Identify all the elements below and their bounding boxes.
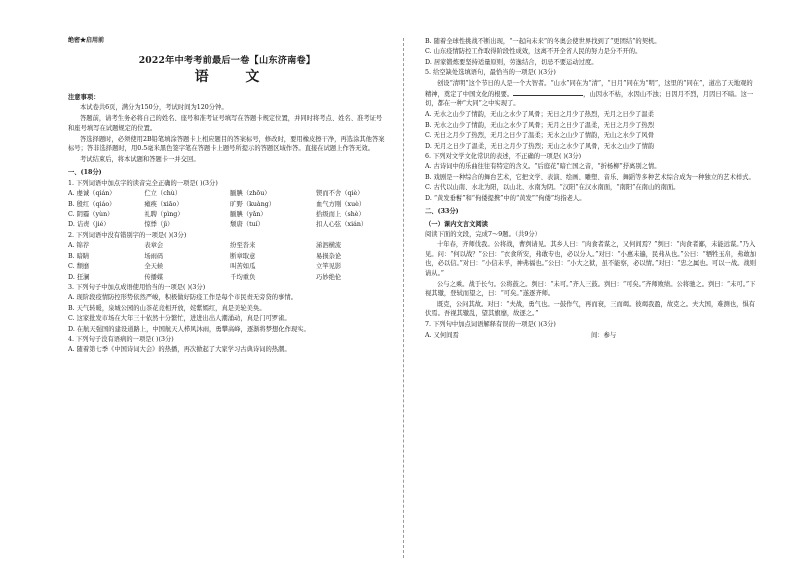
option-cell: 拾级而上（shè） <box>316 211 365 219</box>
option-cell: 全天候 <box>144 263 164 271</box>
option-cell: 易损杂论 <box>316 252 342 260</box>
option-cell: 惊悸（jì） <box>144 221 174 229</box>
reading-intro: 阅读下面的文段，完成7～9题。（共9分） <box>425 230 541 238</box>
question-2-option-row <box>68 262 386 271</box>
option-cell: 间：参与 <box>591 331 617 339</box>
question-6-option: D. “黄发垂髫”和“佝偻提携”中的“黄发”“佝偻”均指老人。 <box>425 194 586 202</box>
subsection-heading: （一）课内文言文阅读 <box>425 220 488 228</box>
question-5-passage <box>425 79 757 109</box>
notice-para: 本试卷共6页，满分为150分，考试时间为120分钟。 <box>79 104 228 112</box>
option-cell: 巧妙绝伦 <box>316 273 342 281</box>
question-6-option: C. 古代以山南、水北为阳，以山北、水南为阴。“汉阳”在汉水南面，“南阳”在南山的南面。 <box>425 184 680 192</box>
option-cell: 锲而不舍（qiè） <box>316 190 364 198</box>
notice-para: 考试结束后，将本试题和答题卡一并交回。 <box>79 156 200 164</box>
notice-para: 答选择题时，必须使用2B铅笔填涂答题卡上相应题目的答案标号，修改时，要用橡皮擦干净，再选涂其他答案标号；答非选择题时，用0.5毫米黑色签字笔在答题卡上题号所提示的答题区域作答。直接在试题上作答无效。 <box>68 135 385 153</box>
option-cell: 颓唐（tuí） <box>230 221 264 229</box>
question-5-option: C. 无日之月少了热烈，无月之日少了温柔；无水之山少了情韵，无山之水少了风骨 <box>425 132 654 140</box>
option-cell: 伫立（chù） <box>144 190 182 198</box>
option-cell: 场雨码 <box>144 252 164 260</box>
option-cell: 表章会 <box>144 242 164 250</box>
option-cell: D. 诘责（jié） <box>68 221 110 229</box>
option-cell: 立竿见影 <box>316 263 342 271</box>
option-cell: 千均重负 <box>230 273 256 281</box>
question-4-option: C. 山东疫情防控工作取得阶段性成效，这离不开全省人民的努力是分不开的。 <box>425 48 642 56</box>
classical-passage: 既克，公问其故。对曰：“夫战，勇气也。一鼓作气，再而衰，三而竭。彼竭我盈，故克之。夫大国，难测也，惧有伏焉。吾视其辙乱，望其旗靡，故逐之。” <box>425 300 756 318</box>
question-7-option-row <box>425 331 757 340</box>
part-two-heading: 二、(33分) <box>425 208 459 216</box>
question-3-option: C. 这家批发市场在大年三十依然十分繁忙，进进出出人潮涌动，真是门可罗雀。 <box>68 315 291 323</box>
question-1-option-row <box>68 220 386 229</box>
classical-passage: 十年春，齐师伐我。公将战，曹刿请见。其乡人曰：“肉食者谋之，又何间焉？”刿曰：“肉食者鄙，未能远谋。”乃入见。问：“何以战？”公曰：“衣食所安，弗敢专也，必以分人。”对曰：“小惠未遍，民弗从也。”公曰：“牺牲玉帛，弗敢加也，必以信。”对曰：“小信未孚，神弗福也。”公曰：“小大之狱，虽不能察，必以情。”对曰：“忠之属也。可以一战。战则请从。” <box>425 241 757 277</box>
question-2-option-row <box>68 273 386 282</box>
classical-passage: 公与之乘。战于长勺。公将鼓之。刿曰：“未可。”齐人三鼓。刿曰：“可矣。”齐师败绩。公将驰之。刿曰：“未可。”下视其辙，登轼而望之，曰：“可矣。”遂逐齐师。 <box>425 280 756 297</box>
option-cell: 传播媒 <box>144 273 164 281</box>
option-cell: 涕泗横流 <box>316 242 342 250</box>
left-column <box>68 36 386 356</box>
option-cell: 纷至沓来 <box>230 242 256 250</box>
question-4-option: D. 居家锻炼要坚持适量原则，劳逸结合，切忌不要运动过度。 <box>425 58 598 66</box>
option-cell: 旷野（kuàng） <box>230 200 276 208</box>
question-1-option-row <box>68 189 386 198</box>
question-6-stem: 6. 下列对文学文化常识的表述，不正确的一项是( )(3分) <box>425 153 582 161</box>
column-divider <box>403 38 404 558</box>
question-5-option: A. 无水之山少了情韵，无山之水少了风骨；无日之月少了热烈，无月之日少了温柔 <box>425 111 654 119</box>
question-1-option-row <box>68 210 386 219</box>
option-cell: 叫苦如瓜 <box>230 263 256 271</box>
option-cell: A. 又何间焉 <box>425 331 459 339</box>
question-5-option: D. 无月之日少了温柔，无日之月少了热烈；无山之水少了风骨，无水之山少了情韵 <box>425 142 655 150</box>
question-2-option-row <box>68 252 386 261</box>
option-cell: B. 殷红（qiáo） <box>68 200 116 208</box>
question-3-option: B. 天气转暖，泉城公园的山茶花竞相开放，姹紫嫣红，真是美轮美奂。 <box>68 304 266 312</box>
part-one-heading: 一、(18分) <box>68 169 102 177</box>
question-4-option: B. 随着全球性挑战不断出现，“一起向未来”的冬奥会使世界找到了“更团结”的契机。 <box>425 38 661 45</box>
question-5-option: B. 无水之山少了情韵，无山之水少了风骨；无月之日少了温柔，无日之月少了热烈 <box>425 121 655 129</box>
question-3-option: A. 现阶段疫情防控形势依然严峻，积极做好防疫工作是每个市民责无旁贷的事情。 <box>68 294 297 302</box>
option-cell: 血气方刚（xuè） <box>316 200 366 208</box>
option-cell: 礼聘（pìng） <box>144 211 184 219</box>
question-3-stem: 3. 下列句子中加点成语使用恰当的一项是( )(3分) <box>68 283 206 291</box>
subject-title: 语 文 <box>194 68 276 85</box>
fill-blank <box>513 88 583 96</box>
question-6-option: B. 戏剧是一种综合的舞台艺术，它把文学、表演、绘画、雕塑、音乐、舞蹈等多种艺术综合成为一种独立的艺术样式。 <box>425 173 755 181</box>
passage-text: ，山因水不枯，水因山不浊；日因月不烈，月因日不暗。这一切，都在一种“大同”之中实现了。 <box>425 91 754 108</box>
option-cell: C. 颓靡 <box>68 263 90 271</box>
notice-label: 注意事项： <box>68 93 100 101</box>
question-6-option: A. 古诗词中的乐曲往往有特定的含义。“后庭花”暗亡国之音，“折杨柳”抒离别之情。 <box>425 163 661 171</box>
question-2-stem: 2. 下列词语中没有错别字的一项是( )(3分) <box>68 231 187 239</box>
passage-text: 创设“清明”这个节日的人是一个大智者。“山水”同在为“清”，“日月”同在为“明”，这里的“同在”，道出了天地观的精神，奠定了中国文化的根要。 <box>425 79 753 99</box>
question-3-option: D. 在航天强国的建设道路上，中国航天人栉风沐雨，勇攀高峰，逐渐将梦想化作现实。 <box>68 325 310 333</box>
question-4-stem: 4. 下列句子没有语病的一项是( )(3分) <box>68 335 174 343</box>
question-1-option-row <box>68 200 386 209</box>
question-4-option: A. 随着第七季《中国诗词大会》的热播，再次掀起了大家学习古典诗词的热潮。 <box>68 346 291 354</box>
option-cell: A. 锦荐 <box>68 242 90 250</box>
question-5-stem: 5. 给空缺处选填语句，最恰当的一项是( )(3分) <box>425 69 556 77</box>
right-column <box>425 36 757 341</box>
option-cell: 腼腆（zhōu） <box>230 190 271 198</box>
secret-mark: 绝密★启用前 <box>68 37 105 44</box>
option-cell: 瘫痪（xiāo） <box>144 200 183 208</box>
option-cell: B. 暗睛 <box>68 252 90 260</box>
question-7-stem: 7. 下列句中加点词语解释有误的一项是( )(3分) <box>425 321 556 329</box>
exam-title: 2022年中考考前最后一卷【山东济南卷】 <box>138 55 316 67</box>
option-cell: 腼腆（yǎn） <box>230 211 267 219</box>
question-2-option-row <box>68 241 386 250</box>
notice-para: 答题前，请考生务必将自己的姓名、座号和准考证号填写在答题卡规定位置，并同时将考点、姓名、准考证号和座号填写在试题规定的位置。 <box>68 115 383 132</box>
question-1-stem: 1. 下列词语中加点字的读音完全正确的一项是( )(3分) <box>68 179 218 187</box>
option-cell: D. 狂澜 <box>68 273 90 281</box>
option-cell: 断章取意 <box>230 252 256 260</box>
option-cell: A. 虔诚（qián） <box>68 190 116 198</box>
option-cell: 扣人心弦（xián） <box>316 221 368 229</box>
option-cell: C. 阴霾（yùn） <box>68 211 114 219</box>
